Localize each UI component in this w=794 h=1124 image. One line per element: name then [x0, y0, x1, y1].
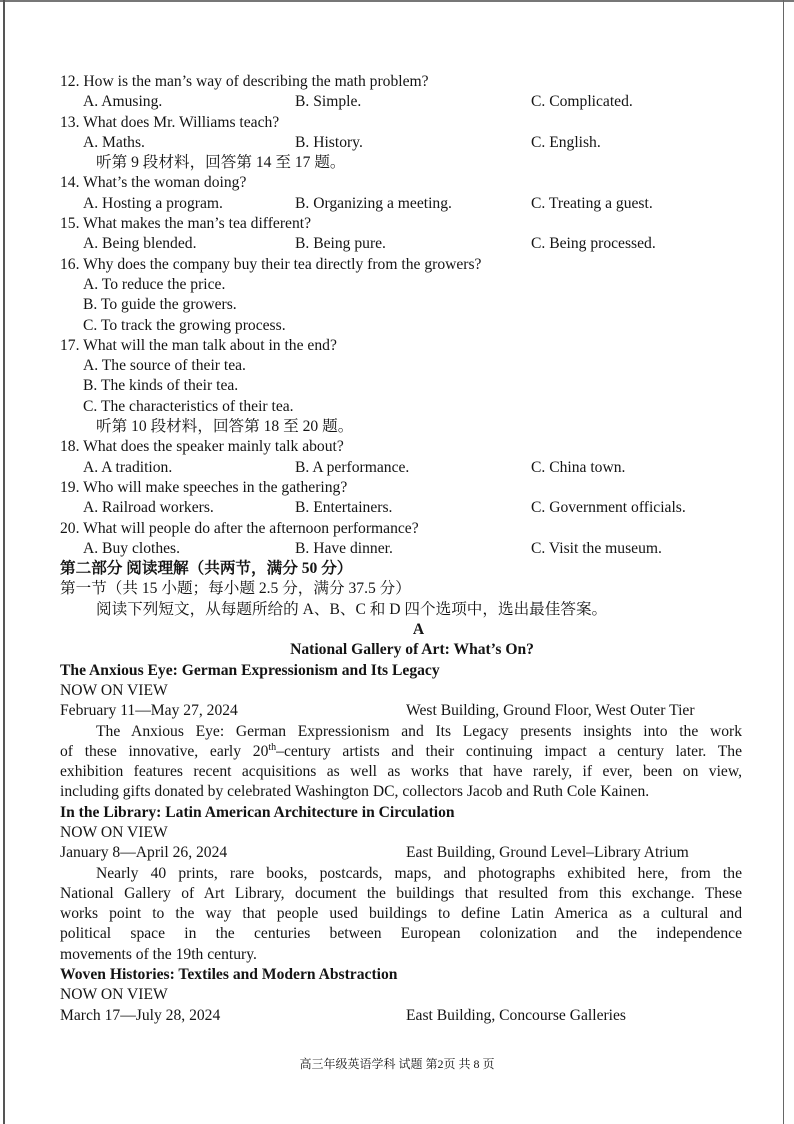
exhibit-location: East Building, Concourse Galleries — [406, 1006, 627, 1024]
option-b: B. To guide the growers. — [83, 296, 237, 314]
exhibit-dates: February 11—May 27, 2024 — [60, 702, 238, 720]
option-b: B. Entertainers. — [295, 499, 393, 517]
option-b: B. Simple. — [295, 93, 362, 111]
option-c: C. Treating a guest. — [531, 194, 653, 212]
scan-edge-top — [0, 0, 794, 2]
option-c: C. The characteristics of their tea. — [83, 397, 294, 415]
exhibit-location: East Building, Ground Level–Library Atrium — [406, 844, 689, 862]
listening-instruction-10: 听第 10 段材料，回答第 18 至 20 题。 — [96, 418, 354, 436]
option-a: A. Hosting a program. — [83, 194, 223, 212]
scan-edge-left — [3, 0, 5, 1124]
text-part: of these innovative, early 20 — [60, 742, 269, 760]
option-c: C. Government officials. — [531, 499, 686, 517]
option-c: C. China town. — [531, 458, 626, 476]
options-18 — [60, 458, 742, 478]
option-c: C. Complicated. — [531, 93, 633, 111]
text-line: National Gallery of Art Library, document the buildings that resulted from this exchange. These — [60, 884, 742, 902]
superscript: th — [268, 741, 277, 753]
text-line — [60, 742, 742, 762]
exhibit-dates: March 17—July 28, 2024 — [60, 1006, 221, 1024]
exhibit-dates: January 8—April 26, 2024 — [60, 844, 228, 862]
section-one-title: 第一节（共 15 小题；每小题 2.5 分，满分 37.5 分） — [60, 580, 411, 598]
option-a: A. Maths. — [83, 133, 145, 151]
option-a: A. Railroad workers. — [83, 499, 214, 517]
option-b: B. Organizing a meeting. — [295, 194, 452, 212]
exhibit-description — [60, 722, 742, 803]
text-line: including gifts donated by celebrated Washington DC, collectors Jacob and Ruth Cole Kainen. — [60, 783, 650, 801]
option-b: B. Being pure. — [295, 235, 386, 253]
passage-title: National Gallery of Art: What’s On? — [290, 641, 534, 659]
question-14: 14. What’s the woman doing? — [60, 174, 247, 192]
question-13: 13. What does Mr. Williams teach? — [60, 113, 280, 131]
reading-instruction: 阅读下列短文，从每题所给的 A、B、C 和 D 四个选项中，选出最佳答案。 — [96, 600, 608, 618]
options-13 — [60, 133, 742, 153]
question-18: 18. What does the speaker mainly talk about? — [60, 438, 344, 456]
option-c: C. To track the growing process. — [83, 316, 286, 334]
option-b: B. The kinds of their tea. — [83, 377, 239, 395]
text-part: –century artists and their continuing impact a century later. The — [276, 742, 742, 760]
passage-letter: A — [412, 621, 425, 639]
question-12: 12. How is the man’s way of describing the math problem? — [60, 73, 429, 90]
text-line: The Anxious Eye: German Expressionism and Its Legacy presents insights into the work — [96, 722, 742, 740]
exhibit-status: NOW ON VIEW — [60, 681, 168, 699]
question-19: 19. Who will make speeches in the gathering? — [60, 478, 348, 496]
exam-page — [60, 72, 742, 1026]
options-14 — [60, 194, 742, 214]
options-12 — [60, 92, 742, 112]
option-c: C. English. — [531, 133, 601, 151]
question-16: 16. Why does the company buy their tea directly from the growers? — [60, 255, 482, 273]
question-20: 20. What will people do after the afternoon performance? — [60, 519, 419, 537]
option-b: B. History. — [295, 133, 363, 151]
exhibit-title: The Anxious Eye: German Expressionism and Its Legacy — [60, 661, 440, 679]
exhibit-info-row — [60, 843, 742, 863]
exhibit-status: NOW ON VIEW — [60, 823, 168, 841]
exhibit-location: West Building, Ground Floor, West Outer Tier — [406, 702, 695, 720]
option-a: A. A tradition. — [83, 458, 173, 476]
part-two-title: 第二部分 阅读理解（共两节，满分 50 分） — [60, 560, 353, 578]
option-b: B. Have dinner. — [295, 539, 393, 557]
text-line: exhibition features recent acquisitions as well as works that have rarely, if ever, been on view, — [60, 763, 742, 781]
exhibit-title: Woven Histories: Textiles and Modern Abstraction — [60, 966, 398, 984]
exhibit-description — [60, 864, 742, 965]
question-17: 17. What will the man talk about in the end? — [60, 336, 337, 354]
option-a: A. Being blended. — [83, 235, 197, 253]
text-line: movements of the 19th century. — [60, 945, 257, 963]
listening-instruction-9: 听第 9 段材料，回答第 14 至 17 题。 — [96, 154, 346, 172]
text-line: works point to the way that people used buildings to define Latin America as a cultural and — [60, 905, 742, 923]
exhibit-title: In the Library: Latin American Architecture in Circulation — [60, 803, 455, 821]
options-15 — [60, 234, 742, 254]
text-line: Nearly 40 prints, rare books, postcards, maps, and photographs exhibited here, from the — [96, 864, 742, 882]
option-a: A. Buy clothes. — [83, 539, 181, 557]
option-b: B. A performance. — [295, 458, 410, 476]
scan-edge-right — [783, 0, 785, 1124]
exhibit-status: NOW ON VIEW — [60, 986, 168, 1004]
option-a: A. The source of their tea. — [83, 357, 246, 375]
option-c: C. Being processed. — [531, 235, 656, 253]
option-a: A. To reduce the price. — [83, 275, 226, 293]
exhibit-info-row — [60, 1006, 742, 1026]
option-a: A. Amusing. — [83, 93, 163, 111]
option-c: C. Visit the museum. — [531, 539, 662, 557]
page-footer: 高三年级英语学科 试题 第2页 共 8 页 — [299, 1057, 495, 1071]
options-19 — [60, 498, 742, 518]
options-20 — [60, 539, 742, 559]
exhibit-info-row — [60, 701, 742, 721]
question-15: 15. What makes the man’s tea different? — [60, 215, 311, 233]
text-line: political space in the centuries between European colonization and the independence — [60, 925, 742, 943]
